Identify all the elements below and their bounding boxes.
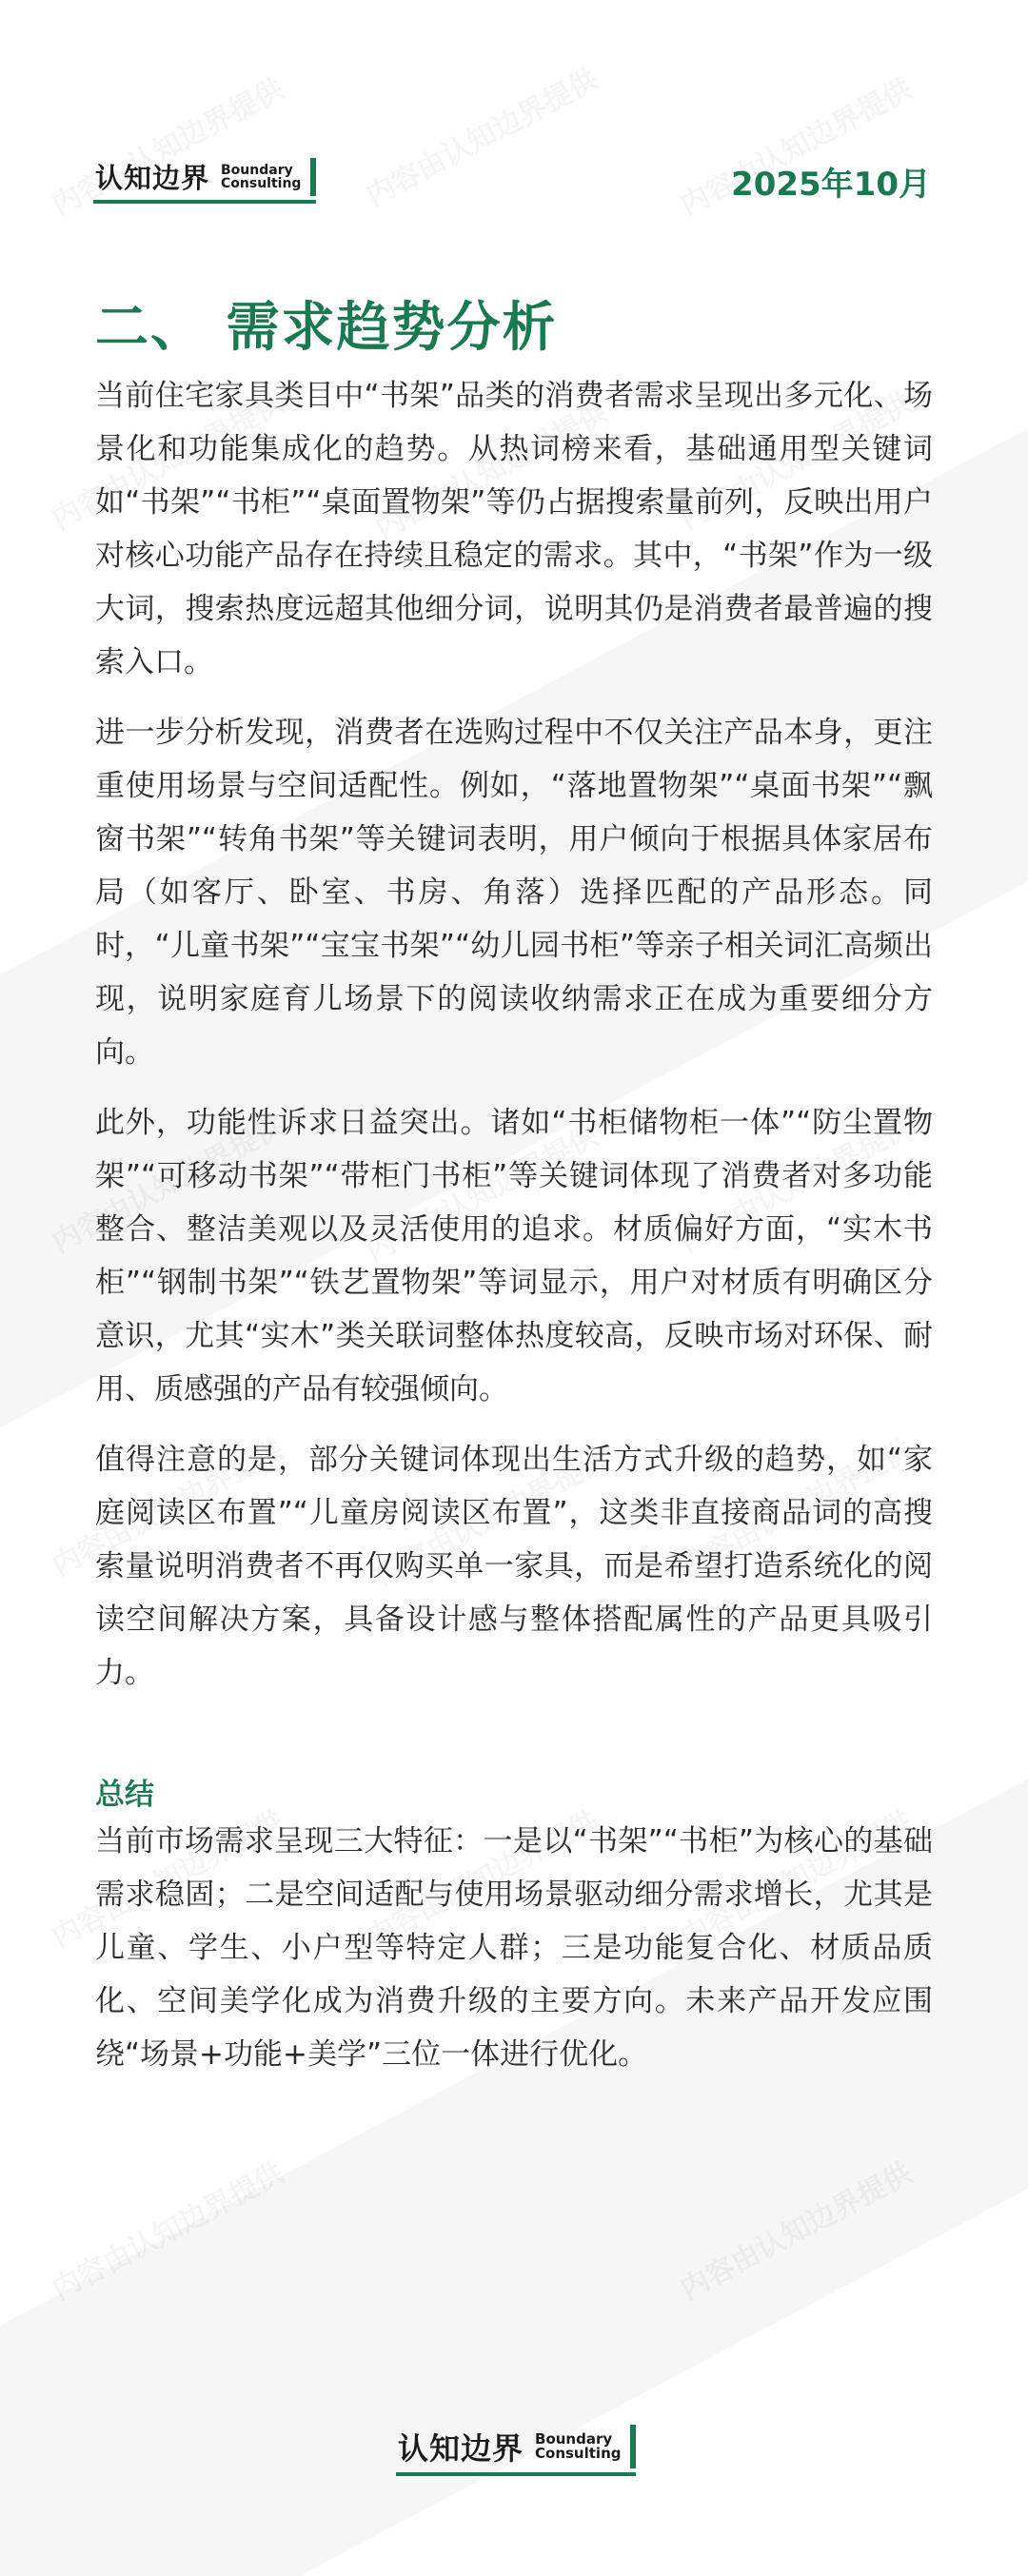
brand-logo-underline	[93, 200, 316, 204]
paragraph: 进一步分析发现，消费者在选购过程中不仅关注产品本身，更注重使用场景与空间适配性。例如，“落地置物架”“桌面书架”“飘窗书架”“转角书架”等关键词表明，用户倾向于根据具体家居布局（如客厅、卧室、书房、角落）选择匹配的产品形态。同时，“儿童书架”“宝宝书架”“幼儿园书柜”等亲子相关词汇高频出现，说明家庭育儿场景下的阅读收纳需求正在成为重要细分方向。	[95, 716, 933, 1070]
footer-logo-bar	[630, 2425, 636, 2468]
footer-logo	[398, 2425, 636, 2468]
section-title: 二、 需求趋势分析	[95, 297, 558, 359]
paragraph: 当前住宅家具类目中“书架”品类的消费者需求呈现出多元化、场景化和功能集成化的趋势。从热词榜来看，基础通用型关键词如“书架”“书柜”“桌面置物架”等仍占据搜索量前列，反映出用户对核心功能产品存在持续且稳定的需求。其中，“书架”作为一级大词，搜索热度远超其他细分词，说明其仍是消费者最普遍的搜索入口。	[95, 379, 933, 679]
brand-logo	[95, 157, 316, 196]
report-date: 2025年10月	[731, 166, 931, 204]
summary-title: 总结	[95, 1778, 154, 1812]
footer-logo-en	[535, 2432, 621, 2461]
brand-logo-en	[221, 164, 301, 190]
footer-logo-en-line1: Boundary	[535, 2430, 613, 2448]
brand-logo-cn: 认知边界	[95, 162, 210, 194]
brand-logo-bar	[310, 158, 316, 196]
main-content	[95, 285, 933, 2098]
brand-logo-en-line2: Consulting	[221, 175, 302, 191]
brand-logo-en-line1: Boundary	[221, 162, 293, 178]
summary-text: 当前市场需求呈现三大特征：一是以“书架”“书柜”为核心的基础需求稳固；二是空间适配与使用场景驱动细分需求增长，尤其是儿童、学生、小户型等特定人群；三是功能复合化、材质品质化、空间美学化成为消费升级的主要方向。未来产品开发应围绕“场景+功能+美学”三位一体进行优化。	[95, 1824, 933, 2072]
footer-logo-en-line2: Consulting	[535, 2445, 622, 2462]
paragraph: 此外，功能性诉求日益突出。诸如“书柜储物柜一体”“防尘置物架”“可移动书架”“带柜门书柜”等关键词体现了消费者对多功能整合、整洁美观以及灵活使用的追求。材质偏好方面，“实木书柜”“钢制书架”“铁艺置物架”等词显示，用户对材质有明确区分意识，尤其“实木”类关联词整体热度较高，反映市场对环保、耐用、质感强的产品有较强倾向。	[95, 1106, 933, 1406]
paragraph: 值得注意的是，部分关键词体现出生活方式升级的趋势，如“家庭阅读区布置”“儿童房阅读区布置”，这类非直接商品词的高搜索量说明消费者不再仅购买单一家具，而是希望打造系统化的阅读空间解决方案，具备设计感与整体搭配属性的产品更具吸引力。	[95, 1443, 933, 1690]
footer-logo-cn: 认知边界	[398, 2430, 524, 2467]
footer-logo-underline	[396, 2472, 636, 2476]
page-header	[0, 0, 1028, 219]
